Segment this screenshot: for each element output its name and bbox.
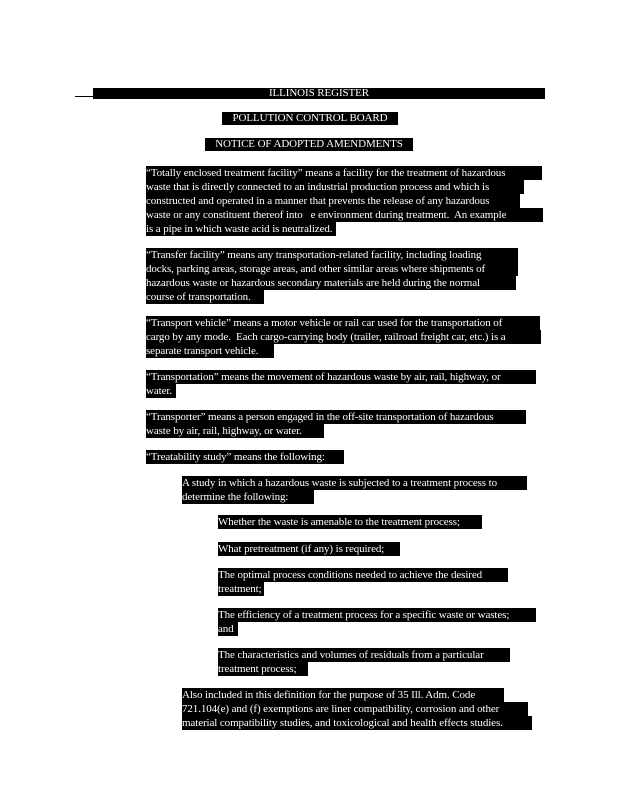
text-line: waste by air, rail, highway, or water.: [146, 424, 324, 438]
board-title: POLLUTION CONTROL BOARD: [222, 112, 398, 125]
text-line: A study in which a hazardous waste is subjected to a treatment process to: [182, 476, 527, 490]
text-line: course of transportation.: [146, 290, 264, 304]
text-line: treatment process;: [218, 662, 308, 676]
text-line: hazardous waste or hazardous secondary materials are held during the normal: [146, 276, 516, 290]
text-line: material compatibility studies, and toxicological and health effects studies.: [182, 716, 532, 730]
text-line: 721.104(e) and (f) exemptions are liner compatibility, corrosion and other: [182, 702, 528, 716]
register-title: ILLINOIS REGISTER: [93, 88, 545, 99]
text-line: The optimal process conditions needed to achieve the desired: [218, 568, 508, 582]
text-line: constructed and operated in a manner that prevents the release of any hazardous: [146, 194, 520, 208]
treatability-intro: “Treatability study” means the following:: [146, 450, 344, 464]
text-line: “Totally enclosed treatment facility” means a facility for the treatment of hazardous: [146, 166, 542, 180]
text-line: waste or any constituent thereof into e environment during treatment. An example: [146, 208, 543, 222]
text-line: cargo by any mode. Each cargo-carrying body (trailer, railroad freight car, etc.) is a: [146, 330, 541, 344]
text-line: treatment;: [218, 582, 264, 596]
notice-title: NOTICE OF ADOPTED AMENDMENTS: [205, 138, 413, 151]
text-line: “Transport vehicle” means a motor vehicle or rail car used for the transportation of: [146, 316, 540, 330]
text-line: Whether the waste is amenable to the treatment process;: [218, 515, 482, 529]
text-line: The characteristics and volumes of residuals from a particular: [218, 648, 510, 662]
text-line: The efficiency of a treatment process for a specific waste or wastes;: [218, 608, 536, 622]
text-line: is a pipe in which waste acid is neutralized.: [146, 222, 336, 236]
text-line: What pretreatment (if any) is required;: [218, 542, 400, 556]
text-line: docks, parking areas, storage areas, and other similar areas where shipments of: [146, 262, 518, 276]
text-line: Also included in this definition for the purpose of 35 Ill. Adm. Code: [182, 688, 504, 702]
text-line: waste that is directly connected to an industrial production process and which is: [146, 180, 524, 194]
text-line: separate transport vehicle.: [146, 344, 274, 358]
text-line: “Transfer facility” means any transportation-related facility, including loading: [146, 248, 518, 262]
header-rule: [75, 96, 93, 97]
text-line: “Transportation” means the movement of hazardous waste by air, rail, highway, or: [146, 370, 536, 384]
text-line: and: [218, 622, 238, 636]
text-line: determine the following:: [182, 490, 314, 504]
text-line: water.: [146, 384, 176, 398]
text-line: “Transporter” means a person engaged in the off-site transportation of hazardous: [146, 410, 526, 424]
